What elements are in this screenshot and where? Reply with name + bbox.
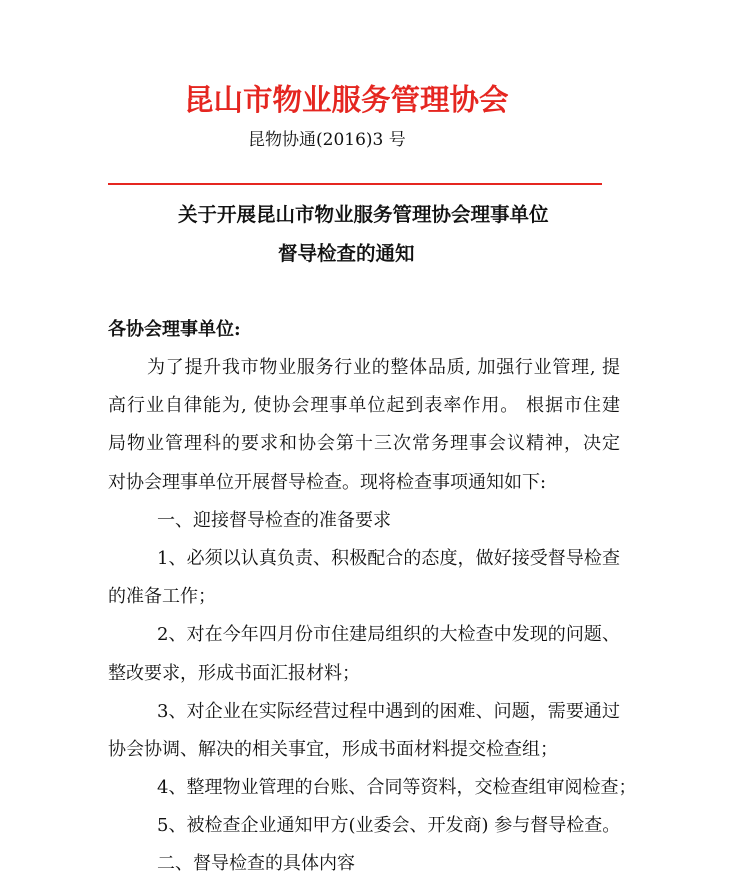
intro-line: 为了提升我市物业服务行业的整体品质, 加强行业管理, 提 xyxy=(147,357,620,378)
requirement-item-line: 2、对在今年四月份市住建局组织的大检查中发现的问题、 xyxy=(157,624,620,646)
requirement-item-line: 3、对企业在实际经营过程中遇到的困难、问题，需要通过 xyxy=(157,700,620,722)
document-number: 昆物协通(2016)3 号 xyxy=(248,130,406,150)
requirement-item-line: 4、整理物业管理的台账、合同等资料，交检查组审阅检查； xyxy=(157,777,637,799)
intro-line: 局物业管理科的要求和协会第十三次常务理事会议精神，决定 xyxy=(108,433,620,455)
requirement-item xyxy=(108,807,620,845)
section-heading: 二、督导检查的具体内容 xyxy=(157,853,355,875)
requirement-item xyxy=(108,540,620,616)
requirement-item xyxy=(108,693,620,769)
notice-title-line-1: 关于开展昆山市物业服务管理协会理事单位 xyxy=(178,203,549,226)
intro-line: 高行业自律能为, 使协会理事单位起到表率作用。 根据市住建 xyxy=(108,395,620,417)
salutation: 各协会理事单位: xyxy=(108,319,241,340)
requirement-item xyxy=(108,616,620,692)
requirement-item-line: 的准备工作； xyxy=(108,586,216,608)
requirement-item-line: 1、必须以认真负责、积极配合的态度，做好接受督导检查 xyxy=(157,547,620,569)
letterhead-red-rule xyxy=(108,183,602,185)
requirement-item xyxy=(108,769,637,807)
section-1 xyxy=(108,502,637,846)
notice-body xyxy=(108,349,637,884)
intro-line: 对协会理事单位开展督导检查。现将检查事项通知如下: xyxy=(108,471,547,493)
intro-paragraph xyxy=(108,349,620,502)
requirement-item-line: 5、被检查企业通知甲方(业委会、开发商) 参与督导检查。 xyxy=(157,815,621,837)
section-2 xyxy=(108,845,620,883)
requirement-item-line: 整改要求，形成书面汇报材料； xyxy=(108,662,360,684)
letterhead-org-name: 昆山市物业服务管理协会 xyxy=(184,82,509,117)
notice-title-line-2: 督导检查的通知 xyxy=(278,242,415,265)
requirement-item-line: 协会协调、解决的相关事宜，形成书面材料提交检查组； xyxy=(108,738,558,760)
section-heading: 一、迎接督导检查的准备要求 xyxy=(157,509,391,531)
